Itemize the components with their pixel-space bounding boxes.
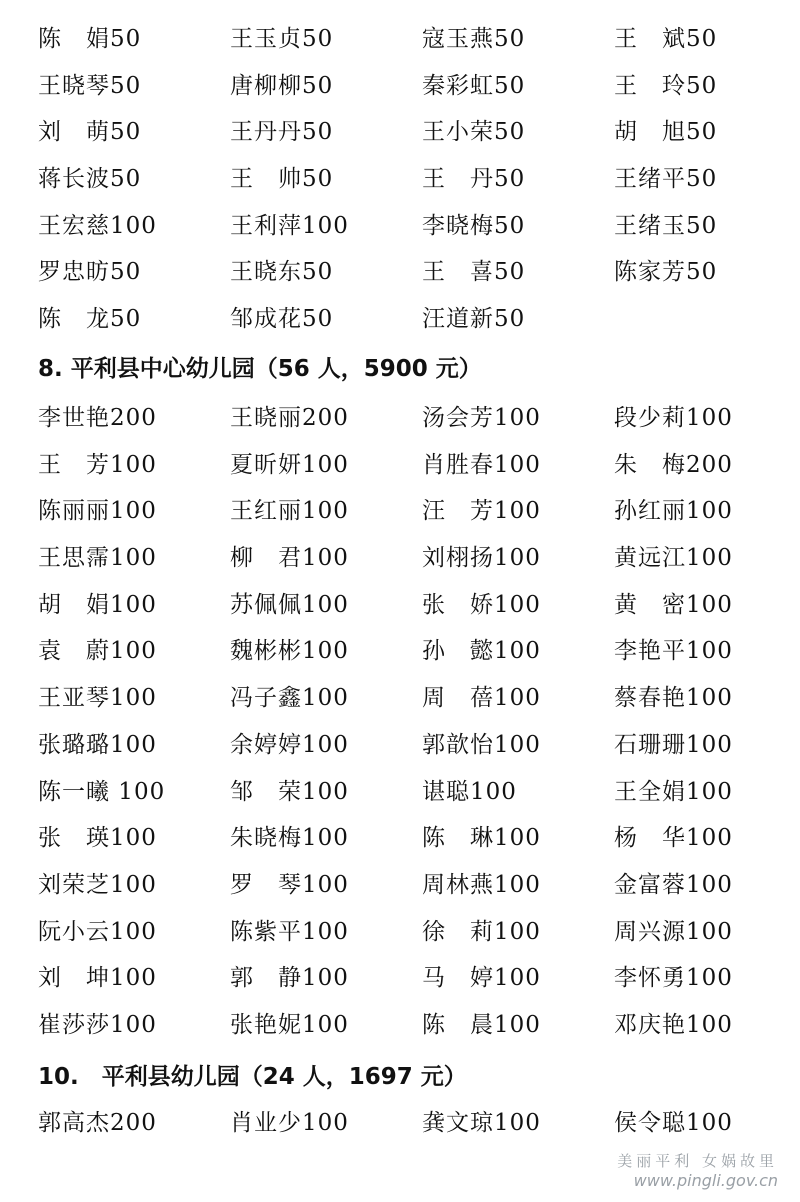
donor-entry: 秦彩虹50	[422, 72, 526, 99]
donor-entry: 邹成花50	[230, 306, 334, 333]
donor-entry: 张艳妮100	[230, 1011, 349, 1038]
donor-entry: 杨 华100	[614, 825, 733, 852]
donor-entry: 王 玲50	[614, 72, 718, 99]
donor-entry: 王宏慈100	[38, 212, 157, 239]
donor-entry: 邹 荣100	[230, 778, 349, 805]
donor-entry: 魏彬彬100	[230, 638, 349, 665]
donor-entry: 王玉贞50	[230, 26, 334, 52]
donor-grid-section-8	[38, 395, 778, 1049]
donor-entry: 孙红丽100	[614, 498, 733, 525]
donor-entry: 冯子鑫100	[230, 685, 349, 712]
donor-entry: 李艳平100	[614, 638, 733, 665]
donor-entry: 王 芳100	[38, 451, 157, 478]
donor-entry: 马 婷100	[422, 965, 541, 992]
donor-entry: 邓庆艳100	[614, 1011, 733, 1038]
donor-entry: 郭 静100	[230, 965, 349, 992]
donor-entry: 陈 龙50	[38, 306, 142, 333]
donor-entry: 肖胜春100	[422, 451, 541, 478]
donor-entry: 夏昕妍100	[230, 451, 349, 478]
donor-entry: 张 娇100	[422, 591, 541, 618]
donor-entry: 汤会芳100	[422, 405, 541, 431]
donor-entry: 王 帅50	[230, 166, 334, 193]
donor-entry: 王小荣50	[422, 119, 526, 146]
donor-entry: 刘栩扬100	[422, 545, 541, 572]
donor-entry: 周 蓓100	[422, 685, 541, 712]
donor-entry: 段少莉100	[614, 405, 733, 431]
donor-entry: 胡 娟100	[38, 591, 157, 618]
donor-entry: 陈 晨100	[422, 1011, 541, 1038]
donor-entry: 余婷婷100	[230, 731, 349, 758]
donor-entry: 王 斌50	[614, 26, 718, 52]
donor-entry: 陈一曦 100	[38, 778, 166, 805]
donor-entry: 张璐璐100	[38, 731, 157, 758]
site-watermark	[617, 1150, 778, 1190]
donor-entry: 阮小云100	[38, 918, 157, 945]
donor-entry: 王晓琴50	[38, 72, 142, 99]
donor-entry: 陈丽丽100	[38, 498, 157, 525]
donor-entry: 王全娟100	[614, 778, 733, 805]
donor-entry: 王红丽100	[230, 498, 349, 525]
donor-entry: 王 喜50	[422, 259, 526, 286]
donor-entry: 王绪玉50	[614, 212, 718, 239]
donor-entry: 石珊珊100	[614, 731, 733, 758]
donor-entry: 蔡春艳100	[614, 685, 733, 712]
donor-entry: 黄 密100	[614, 591, 733, 618]
donor-entry: 周林燕100	[422, 871, 541, 898]
donor-entry: 王绪平50	[614, 166, 718, 193]
donor-entry: 金富蓉100	[614, 871, 733, 898]
donor-entry: 黄远江100	[614, 545, 733, 572]
donor-entry: 王丹丹50	[230, 119, 334, 146]
donor-entry: 李怀勇100	[614, 965, 733, 992]
donor-entry: 王亚琴100	[38, 685, 157, 712]
donor-entry: 蒋长波50	[38, 166, 142, 193]
donor-entry: 陈家芳50	[614, 259, 718, 286]
donor-entry: 王晓东50	[230, 259, 334, 286]
donor-entry: 刘荣芝100	[38, 871, 157, 898]
donor-entry: 陈紫平100	[230, 918, 349, 945]
donor-entry: 李晓梅50	[422, 212, 526, 239]
donor-entry: 罗 琴100	[230, 871, 349, 898]
donor-entry: 王利萍100	[230, 212, 349, 239]
donor-entry: 周兴源100	[614, 918, 733, 945]
donor-grid-section-10	[38, 1100, 778, 1147]
donor-entry: 王 丹50	[422, 166, 526, 193]
donor-entry: 唐柳柳50	[230, 72, 334, 99]
donor-entry: 谌聪100	[422, 778, 517, 805]
donor-entry: 袁 蔚100	[38, 638, 157, 665]
donor-entry: 朱 梅200	[614, 451, 733, 478]
donor-grid-previous	[38, 16, 778, 343]
donor-entry: 徐 莉100	[422, 918, 541, 945]
donor-entry: 龚文琼100	[422, 1110, 541, 1136]
donor-entry: 陈 娟50	[38, 26, 142, 52]
donor-entry: 汪 芳100	[422, 498, 541, 525]
donor-entry: 刘 萌50	[38, 119, 142, 146]
donor-entry: 郭高杰200	[38, 1110, 157, 1136]
donor-entry: 朱晓梅100	[230, 825, 349, 852]
watermark-slogan: 美丽平利 女娲故里	[617, 1152, 778, 1170]
section-8-heading: 8. 平利县中心幼儿园（56 人，5900 元）	[38, 356, 482, 382]
donor-entry: 柳 君100	[230, 545, 349, 572]
donor-entry: 苏佩佩100	[230, 591, 349, 618]
section-10-heading: 10. 平利县幼儿园（24 人，1697 元）	[38, 1064, 467, 1090]
donor-entry: 王思霈100	[38, 545, 157, 572]
watermark-url: www.pingli.gov.cn	[633, 1171, 778, 1190]
donor-entry: 李世艳200	[38, 405, 157, 431]
donor-entry: 崔莎莎100	[38, 1011, 157, 1038]
donor-entry: 陈 琳100	[422, 825, 541, 852]
donor-entry: 寇玉燕50	[422, 26, 526, 52]
donor-entry: 王晓丽200	[230, 405, 349, 431]
donor-entry: 汪道新50	[422, 306, 526, 333]
donor-entry: 郭歆怡100	[422, 731, 541, 758]
donor-entry: 罗忠昉50	[38, 259, 142, 286]
donor-entry: 孙 懿100	[422, 638, 541, 665]
donor-entry: 张 瑛100	[38, 825, 157, 852]
donor-entry: 肖业少100	[230, 1110, 349, 1136]
donor-entry: 刘 坤100	[38, 965, 157, 992]
donor-entry: 侯令聪100	[614, 1110, 733, 1136]
donor-entry: 胡 旭50	[614, 119, 718, 146]
